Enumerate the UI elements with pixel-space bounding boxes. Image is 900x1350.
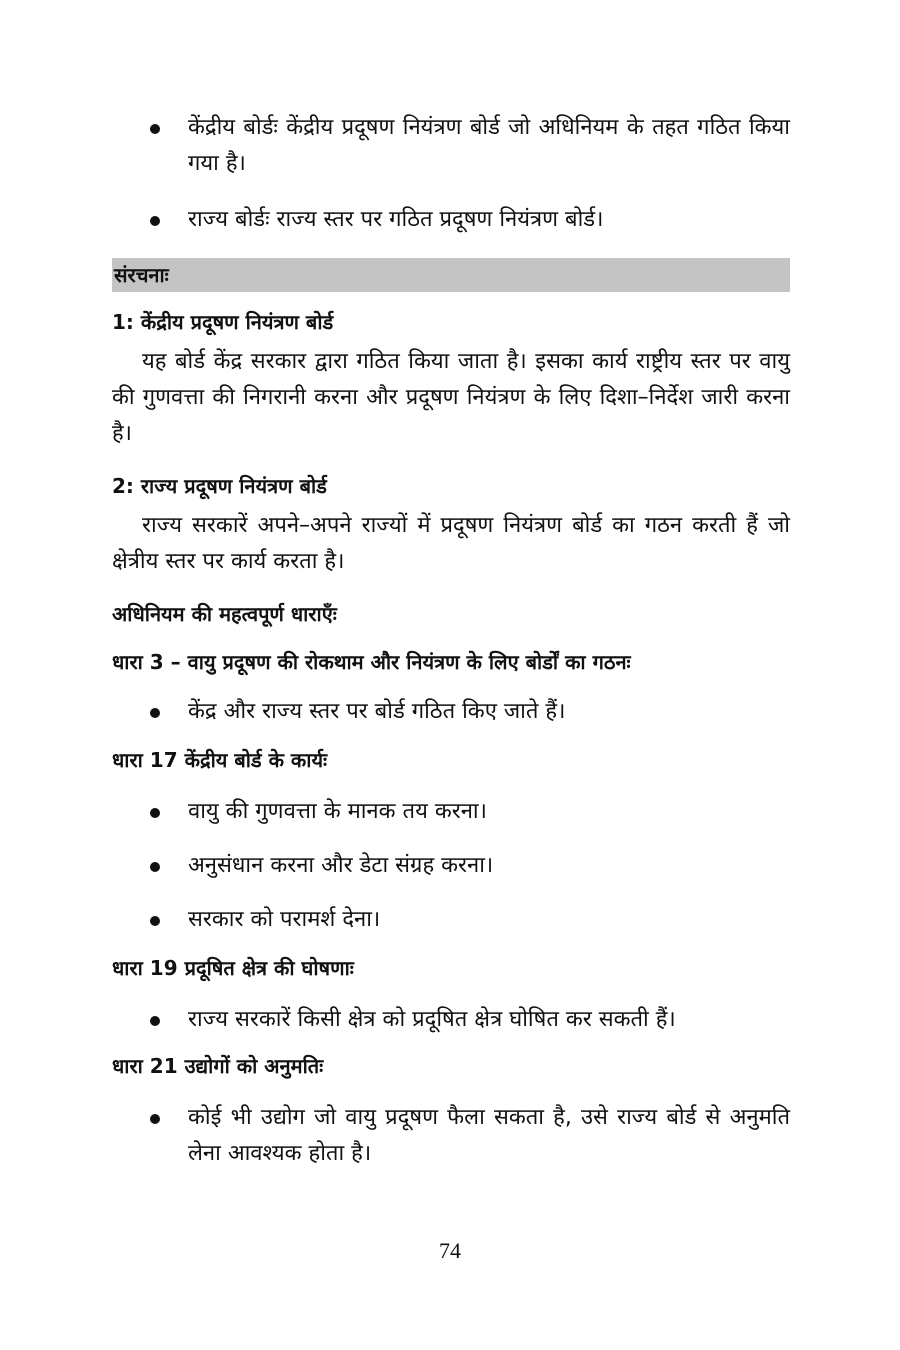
- state-board-heading: 2: राज्य प्रदूषण नियंत्रण बोर्ड: [112, 474, 327, 498]
- intro-bullet-list: [112, 110, 790, 238]
- bullet-text: राज्य सरकारें किसी क्षेत्र को प्रदूषित क्षेत्र घोषित कर सकती हैं।: [188, 1007, 676, 1032]
- bullet-text: सरकार को परामर्श देना।: [188, 907, 381, 932]
- bullet-icon: [150, 1114, 160, 1124]
- bullet-icon: [150, 1016, 160, 1026]
- bullet-item: [112, 794, 790, 830]
- section-3-heading: धारा 3 – वायु प्रदूषण की रोकथाम और नियंत्रण के लिए बोर्डों का गठनः: [112, 650, 631, 674]
- bullet-icon: [150, 216, 160, 226]
- section-3-bullet-list: [112, 694, 790, 730]
- bullet-item: [112, 1100, 790, 1172]
- central-board-paragraph: यह बोर्ड केंद्र सरकार द्वारा गठित किया जाता है। इसका कार्य राष्ट्रीय स्तर पर वायु की गुणवत्ता की निगरानी करना और प्रदूषण नियंत्रण के लिए दिशा–निर्देश जारी करना है।: [112, 349, 790, 446]
- bullet-item: [112, 1002, 790, 1038]
- important-sections-heading: अधिनियम की महत्वपूर्ण धाराएँः: [112, 602, 337, 626]
- section-17-heading: धारा 17 केंद्रीय बोर्ड के कार्यः: [112, 748, 328, 772]
- bullet-item: [112, 694, 790, 730]
- bullet-icon: [150, 124, 160, 134]
- bullet-item: [112, 902, 790, 938]
- bullet-text: कोई भी उद्योग जो वायु प्रदूषण फैला सकता है, उसे राज्य बोर्ड से अनुमति लेना आवश्यक होता है।: [188, 1105, 790, 1166]
- state-board-paragraph: राज्य सरकारें अपने–अपने राज्यों में प्रदूषण नियंत्रण बोर्ड का गठन करती हैं जो क्षेत्रीय स्तर पर कार्य करता है।: [112, 513, 790, 574]
- section-21-heading: धारा 21 उद्योगों को अनुमतिः: [112, 1054, 324, 1078]
- document-page: [112, 110, 790, 1172]
- bullet-icon: [150, 808, 160, 818]
- bullet-icon: [150, 862, 160, 872]
- section-17-bullet-list: [112, 794, 790, 938]
- section-19-bullet-list: [112, 1002, 790, 1038]
- bullet-item-state-board: [112, 202, 790, 238]
- bullet-text: वायु की गुणवत्ता के मानक तय करना।: [188, 799, 487, 824]
- section-21-bullet-list: [112, 1100, 790, 1172]
- page-number: 74: [439, 1238, 461, 1263]
- bullet-text: केंद्र और राज्य स्तर पर बोर्ड गठित किए जाते हैं।: [188, 699, 566, 724]
- structure-section-title: संरचनाः: [112, 258, 790, 292]
- bullet-icon: [150, 708, 160, 718]
- bullet-text: केंद्रीय बोर्डः केंद्रीय प्रदूषण नियंत्रण बोर्ड जो अधिनियम के तहत गठित किया गया है।: [188, 115, 790, 176]
- bullet-text: अनुसंधान करना और डेटा संग्रह करना।: [188, 853, 494, 878]
- central-board-heading: 1: केंद्रीय प्रदूषण नियंत्रण बोर्ड: [112, 310, 334, 334]
- section-19-heading: धारा 19 प्रदूषित क्षेत्र की घोषणाः: [112, 956, 354, 980]
- bullet-icon: [150, 916, 160, 926]
- bullet-text: राज्य बोर्डः राज्य स्तर पर गठित प्रदूषण नियंत्रण बोर्ड।: [188, 207, 604, 232]
- bullet-item-central-board: [112, 110, 790, 182]
- bullet-item: [112, 848, 790, 884]
